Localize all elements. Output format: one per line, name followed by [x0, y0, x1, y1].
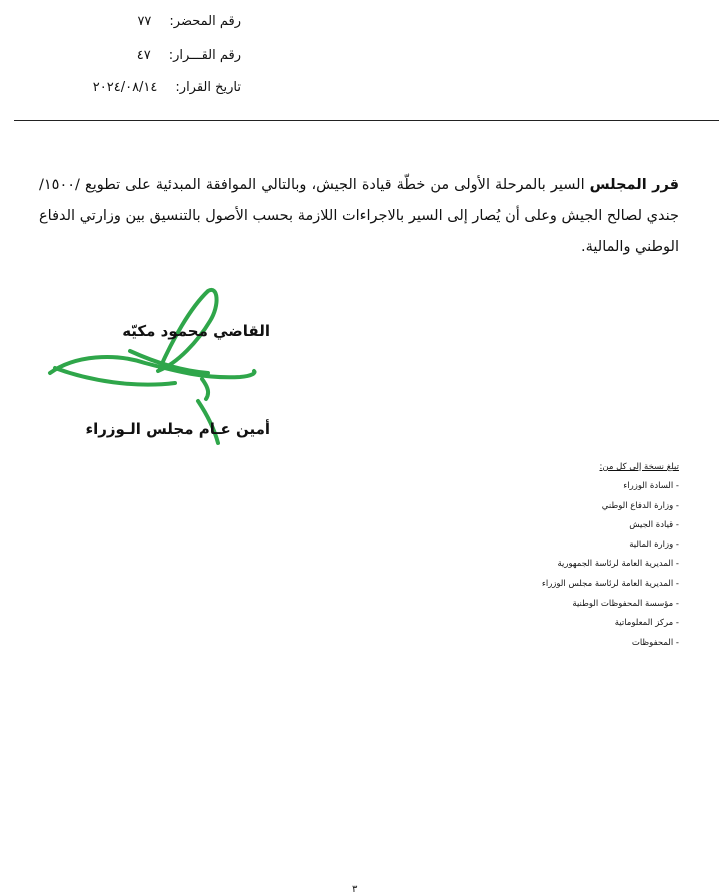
- decision-text: [39, 170, 679, 263]
- distribution-list: [479, 462, 679, 653]
- minutes-number-label: رقم المحضر:: [169, 14, 241, 29]
- distribution-item: - المديرية العامة لرئاسة الجمهورية: [557, 559, 679, 570]
- decision-date-value: ٢٠٢٤/٠٨/١٤: [92, 80, 158, 95]
- decision-date-label: تاريخ القرار:: [175, 80, 241, 95]
- decision-number-value: ٤٧: [136, 48, 151, 63]
- minutes-number-row: [137, 14, 241, 36]
- distribution-item: - قيادة الجيش: [629, 520, 679, 531]
- distribution-title: تبلغ نسخة إلى كل من:: [599, 462, 679, 472]
- signatory-name: القاضي محمود مكيّه: [122, 322, 270, 340]
- header-divider: [14, 120, 719, 121]
- distribution-item: - مؤسسة المحفوظات الوطنية: [572, 598, 679, 609]
- decision-number-label: رقم القـــرار:: [168, 48, 241, 63]
- signatory-title: أمين عـام مجلس الـوزراء: [85, 420, 270, 438]
- decision-date-row: [93, 80, 241, 102]
- minutes-number-value: ٧٧: [137, 14, 152, 29]
- decision-number-row: [137, 48, 241, 70]
- distribution-item: - السادة الوزراء: [623, 481, 679, 491]
- page-number: ٣: [352, 884, 358, 895]
- distribution-item: - وزارة المالية: [629, 539, 679, 550]
- distribution-item: - مركز المعلوماتية: [614, 618, 679, 629]
- distribution-item: - المديرية العامة لرئاسة مجلس الوزراء: [541, 578, 679, 589]
- decision-body: السير بالمرحلة الأولى من خطّة قيادة الجيش، وبالتالي الموافقة المبدئية على تطويع /١٥٠٠/ جندي لصالح الجيش وعلى أن يُصار إلى السير بالاجراءات اللازمة بحسب الأصول بالتنسيق بين وزارتي الدفاع الوطني والمالية.: [39, 177, 679, 255]
- distribution-item: - وزارة الدفاع الوطني: [601, 500, 679, 511]
- decision-lead: قرر المجلس: [589, 177, 679, 193]
- distribution-item: - المحفوظات: [631, 637, 679, 648]
